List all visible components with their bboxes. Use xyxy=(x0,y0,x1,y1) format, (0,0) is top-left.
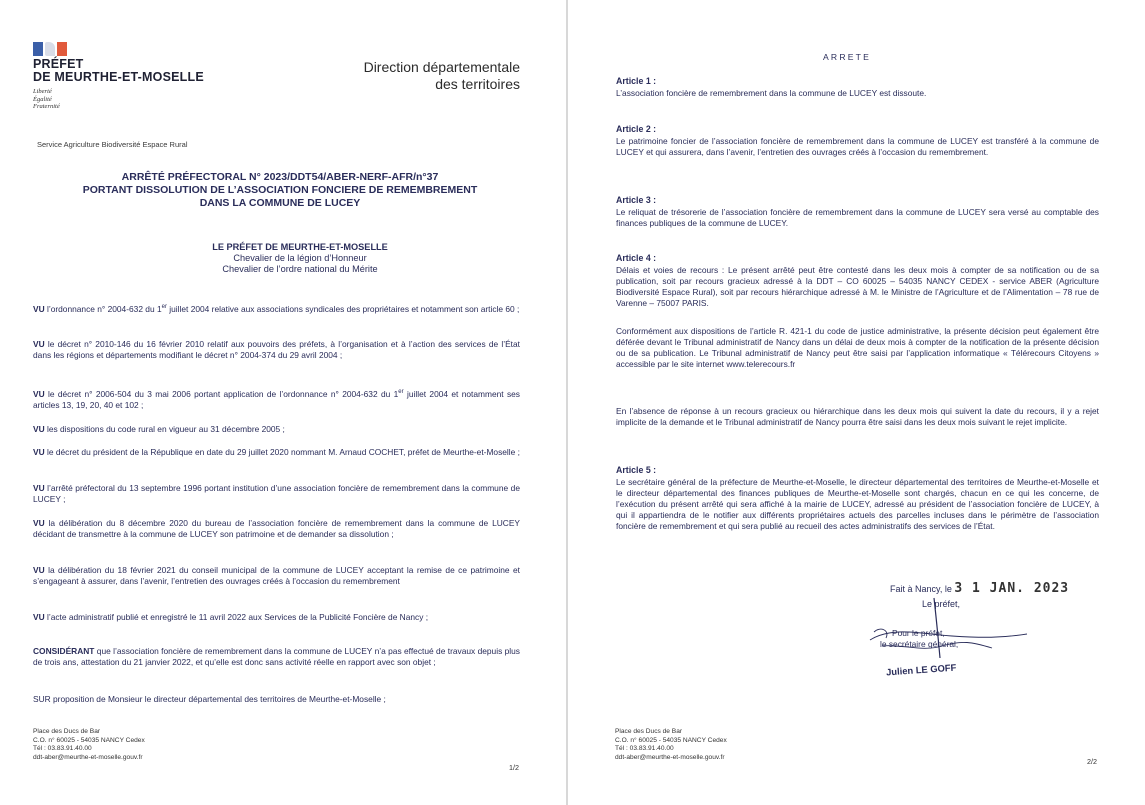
footer-address: Place des Ducs de Bar xyxy=(33,728,101,735)
footer-email: ddt-aber@meurthe-et-moselle.gouv.fr xyxy=(615,753,725,761)
document-page-2 xyxy=(568,0,1145,805)
logo-title-line2: DE MEURTHE-ET-MOSELLE xyxy=(33,70,204,84)
vu-item xyxy=(33,483,520,505)
considerant-text: que l’association foncière de remembrement dans la commune de LUCEY n’a pas effectué de travaux depuis plus de trois ans, attestation du 21 janvier 2022, et qu’elle est donc sans activité réelle en rapport avec son objet ; xyxy=(33,646,520,667)
service-name: Service Agriculture Biodiversité Espace Rural xyxy=(37,140,188,149)
page2-footer xyxy=(615,728,727,762)
vu-label: VU xyxy=(33,612,45,622)
vu-label: VU xyxy=(33,303,45,314)
handwritten-signature xyxy=(862,596,1032,666)
vu-label: VU xyxy=(33,339,45,349)
fait-a-nancy xyxy=(890,581,1069,596)
vu-item xyxy=(33,447,520,458)
vu-item xyxy=(33,518,520,540)
prefet-block xyxy=(120,242,480,275)
vu-text: l’arrêté préfectoral du 13 septembre 1996 portant institution d’une association foncière de remembrement dans la commune de LUCEY ; xyxy=(33,483,520,504)
arrete-title-line2: PORTANT DISSOLUTION DE L’ASSOCIATION FONCIERE DE REMEMBREMENT xyxy=(82,184,478,196)
article-4-title: Article 4 : xyxy=(616,253,657,263)
vu-item xyxy=(33,612,520,623)
article-1-title: Article 1 : xyxy=(616,76,657,86)
motto-fraternite: Fraternité xyxy=(33,103,60,110)
le-prefet-label: Le préfet, xyxy=(922,599,961,609)
delegation-line2: le secrétaire général, xyxy=(880,639,959,649)
considerant-item xyxy=(33,646,520,668)
article-5-title: Article 5 : xyxy=(616,465,657,475)
marianne-logo-icon xyxy=(33,42,67,56)
vu-text: le décret n° 2010-146 du 16 février 2010 relatif aux pouvoirs des préfets, à l’organisation et à l’action des services de l’État dans les régions et départements modifiant le décret n° 2004-374 du 29 avril 2004 ; xyxy=(33,339,520,360)
vu-text: juillet 2004 et notamment ses articles 13, 19, 20, 40 et 102 ; xyxy=(33,388,520,410)
vu-item xyxy=(33,387,520,411)
logo-title-line1: PRÉFET xyxy=(33,57,84,71)
footer-phone: Tél : 03.83.91.40.00 xyxy=(615,745,674,752)
ddt-header-line1: Direction départementale xyxy=(363,59,520,75)
vu-item xyxy=(33,424,520,435)
fait-label: Fait à Nancy, le xyxy=(890,584,952,594)
page-number: 1/2 xyxy=(509,763,519,772)
footer-address: Place des Ducs de Bar xyxy=(615,728,683,735)
republic-motto xyxy=(33,88,60,111)
ddt-header xyxy=(364,59,520,93)
document-page-1 xyxy=(0,0,566,805)
vu-item xyxy=(33,565,520,587)
vu-text-pre: le décret n° 2006-504 du 3 mai 2006 portant application de l’ordonnance n° 2004-632 du 1 xyxy=(44,388,399,399)
vu-label: VU xyxy=(33,424,45,434)
delegation-line1: Pour le préfet, xyxy=(892,628,945,638)
page-number: 2/2 xyxy=(1087,757,1097,766)
article-4-body: Délais et voies de recours : Le présent arrêté peut être contesté dans les deux mois à compter de sa notification ou de sa publication, soit par recours gracieux adressé à la DDT – CO 60025 – 54035 NANCY CEDEX - service ABER (Agriculture Biodiversité Espace Rural), soit par recours hiérarchique adressé à M. le Ministre de l’Agriculture et de l’Alimentation – 78 rue de Varenne – 75007 PARIS. xyxy=(616,265,1099,308)
motto-liberte: Liberté xyxy=(33,88,52,95)
vu-item xyxy=(33,302,520,315)
prefet-honour-2: Chevalier de l’ordre national du Mérite xyxy=(222,264,378,274)
vu-sup: er xyxy=(398,389,404,395)
vu-label: VU xyxy=(33,565,45,575)
arrete-heading: ARRETE xyxy=(823,52,872,62)
vu-text: juillet 2004 relative aux associations syndicales des propriétaires et notamment son article 60 ; xyxy=(166,303,520,314)
vu-item xyxy=(33,339,520,361)
vu-label: VU xyxy=(33,388,45,399)
article-3-body: Le reliquat de trésorerie de l’association foncière de remembrement dans la commune de LUCEY sera versé au comptable des finances publiques de la commune de LUCEY. xyxy=(616,207,1099,228)
prefet-name: LE PRÉFET DE MEURTHE-ET-MOSELLE xyxy=(212,242,388,252)
vu-text: les dispositions du code rural en vigueur au 31 décembre 2005 ; xyxy=(44,424,285,434)
page1-footer xyxy=(33,728,145,762)
article-3-title: Article 3 : xyxy=(616,195,657,205)
arrete-title-line3: DANS LA COMMUNE DE LUCEY xyxy=(199,197,361,209)
footer-postal: C.O. n° 60025 - 54035 NANCY Cedex xyxy=(615,736,727,744)
proposition-item xyxy=(33,694,520,705)
vu-label: VU xyxy=(33,447,45,457)
prefet-logo-title xyxy=(33,58,204,84)
article-5-body: Le secrétaire général de la préfecture de Meurthe-et-Moselle, le directeur départemental des territoires de Meurthe-et-Moselle et le directeur départemental des finances publiques de Meurthe-et-Moselle sont chargés, chacun en ce qui les concerne, de l’exécution du présent arrêté qui sera affiché à la mairie de LUCEY, adressé au président de l’association foncière de LUCEY, à qui il appartiendra de le notifier aux différents propriétaires actuels des parcelles incluses dans le périmètre de l’association foncière de remembrement et qui sera publié au recueil des actes administratifs des services de l’État. xyxy=(616,477,1099,531)
article-4-body-3: En l’absence de réponse à un recours gracieux ou hiérarchique dans les deux mois qui suivent la date du recours, il y a rejet implicite de la demande et le Tribunal administratif de Nancy pourra être saisi dans les deux mois suivant le rejet implicite. xyxy=(616,406,1099,427)
vu-text: l’acte administratif publié et enregistré le 11 avril 2022 aux Services de la Publicité Foncière de Nancy ; xyxy=(44,612,429,622)
arrete-title xyxy=(40,171,520,210)
vu-text: la délibération du 18 février 2021 du conseil municipal de la commune de LUCEY acceptant la remise de ce patrimoine et s’engageant à assurer, dans l’avenir, l’entretien des ouvrages créés à l’occasion du remembrement xyxy=(33,565,520,586)
signature-date-stamp: 3 1 JAN. 2023 xyxy=(954,581,1070,596)
vu-text: la délibération du 8 décembre 2020 du bureau de l’association foncière de remembrement dans la commune de LUCEY décidant de transmettre à la commune de LUCEY son patrimoine et de demander sa dissolution ; xyxy=(33,518,520,539)
article-2-title: Article 2 : xyxy=(616,124,657,134)
footer-email: ddt-aber@meurthe-et-moselle.gouv.fr xyxy=(33,753,143,761)
vu-text-pre: l’ordonnance n° 2004-632 du 1 xyxy=(44,303,162,314)
ddt-header-line2: des territoires xyxy=(435,76,520,92)
prefet-honour-1: Chevalier de la légion d’Honneur xyxy=(233,253,367,263)
signer-name: Julien LE GOFF xyxy=(885,661,957,678)
vu-label: VU xyxy=(33,483,45,493)
vu-label: VU xyxy=(33,518,45,528)
motto-egalite: Égalité xyxy=(33,95,52,103)
arrete-title-line1: ARRÊTÉ PRÉFECTORAL N° 2023/DDT54/ABER-NERF-AFR/n°37 xyxy=(121,171,439,183)
vu-text: le décret du président de la République en date du 29 juillet 2020 nommant M. Arnaud COCHET, préfet de Meurthe-et-Moselle ; xyxy=(44,447,520,457)
footer-phone: Tél : 03.83.91.40.00 xyxy=(33,745,92,752)
footer-postal: C.O. n° 60025 - 54035 NANCY Cedex xyxy=(33,736,145,744)
considerant-label: CONSIDÉRANT xyxy=(33,646,95,656)
proposition-text: SUR proposition de Monsieur le directeur départemental des territoires de Meurthe-et-Moselle ; xyxy=(33,694,386,704)
article-2-body: Le patrimoine foncier de l’association foncière de remembrement dans la commune de LUCEY est transféré à la commune de LUCEY et qui assurera, dans l’avenir, l’entretien des ouvrages créés à l’occasion du remembrement. xyxy=(616,136,1099,157)
vu-sup: er xyxy=(161,304,167,310)
article-1-body: L’association foncière de remembrement dans la commune de LUCEY est dissoute. xyxy=(616,88,927,98)
article-4-body-2: Conformément aux dispositions de l’article R. 421-1 du code de justice administrative, la présente décision peut également être déférée devant le Tribunal administratif de Nancy dans un délai de deux mois à compter de la notification de la présente décision ou de sa publication. Le Tribunal administratif de Nancy peut être saisi par l’application informatique « Télérecours Citoyens » accessible par le site internet www.telerecours.fr xyxy=(616,326,1099,369)
